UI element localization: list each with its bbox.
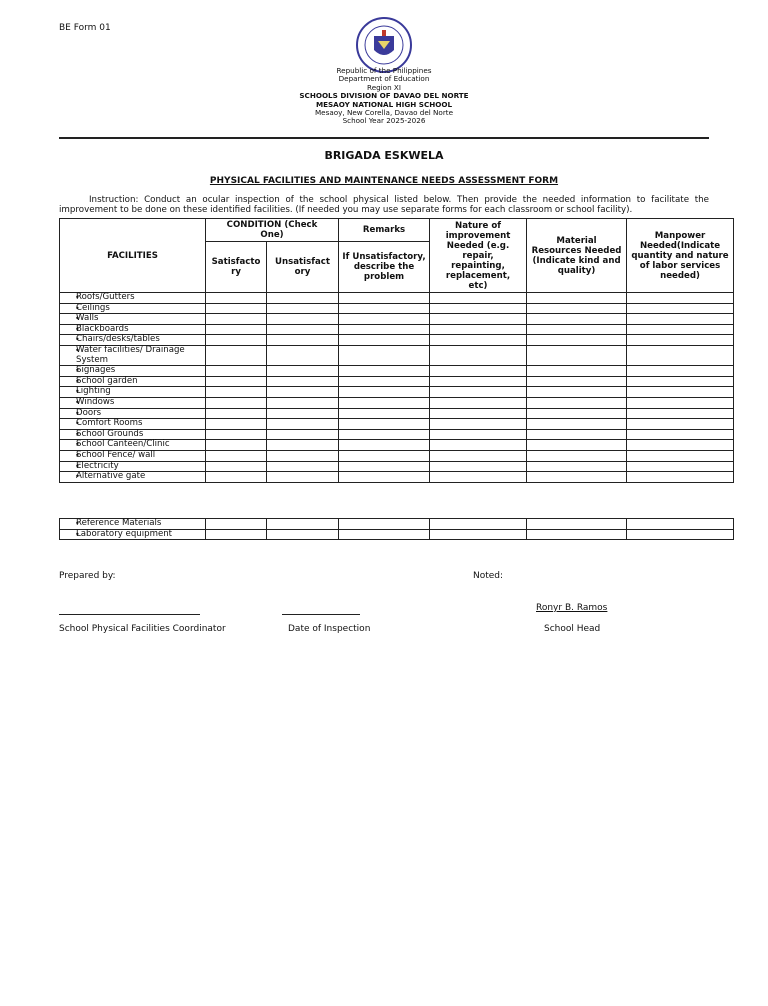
entry-cell[interactable]: [430, 419, 527, 430]
entry-cell[interactable]: [627, 314, 734, 325]
entry-cell[interactable]: [527, 366, 627, 377]
noted-label: Noted:: [473, 571, 504, 581]
entry-cell[interactable]: [627, 419, 734, 430]
entry-cell[interactable]: [527, 335, 627, 346]
school-head-role: School Head: [544, 624, 601, 634]
page-title: BRIGADA ESKWELA: [324, 149, 444, 162]
facility-item: [60, 397, 206, 408]
entry-cell[interactable]: [206, 519, 267, 530]
entry-cell[interactable]: [267, 408, 339, 419]
entry-cell[interactable]: [206, 429, 267, 440]
facility-label: • Lighting: [76, 386, 111, 397]
form-number: BE Form 01: [59, 23, 111, 33]
entry-cell[interactable]: [339, 397, 430, 408]
entry-cell[interactable]: [339, 314, 430, 325]
entry-cell[interactable]: [267, 387, 339, 398]
entry-cell[interactable]: [267, 376, 339, 387]
header-satisfactory: Satisfacto ry: [206, 242, 267, 293]
facility-item: [60, 429, 206, 440]
entry-cell[interactable]: [627, 519, 734, 530]
entry-cell[interactable]: [527, 314, 627, 325]
facility-item: [60, 519, 206, 530]
entry-cell[interactable]: [527, 324, 627, 335]
table-row: [60, 429, 734, 440]
facility-label: • Walls: [76, 313, 99, 324]
facility-item: [60, 293, 206, 304]
entry-cell[interactable]: [627, 461, 734, 472]
entry-cell[interactable]: [627, 472, 734, 483]
entry-cell[interactable]: [430, 335, 527, 346]
table-row: [60, 450, 734, 461]
entry-cell[interactable]: [339, 293, 430, 304]
entry-cell[interactable]: [267, 461, 339, 472]
coordinator-signature-line: [59, 614, 200, 615]
entry-cell[interactable]: [430, 303, 527, 314]
entry-cell[interactable]: [430, 387, 527, 398]
entry-cell[interactable]: [430, 519, 527, 530]
entry-cell[interactable]: [527, 408, 627, 419]
header-manpower: Manpower Needed(Indicate quantity and nature of labor services needed): [627, 219, 734, 293]
entry-cell[interactable]: [206, 397, 267, 408]
header-country: Republic of the Philippines: [336, 66, 432, 75]
date-of-inspection-label: Date of Inspection: [288, 624, 371, 634]
entry-cell[interactable]: [339, 376, 430, 387]
entry-cell[interactable]: [430, 324, 527, 335]
table-row: [60, 529, 734, 540]
entry-cell[interactable]: [267, 335, 339, 346]
entry-cell[interactable]: [339, 519, 430, 530]
header-unsatisfactory: Unsatisfact ory: [267, 242, 339, 293]
table-row: [60, 303, 734, 314]
header-nature: Nature of improvement Needed (e.g. repair, repainting, replacement, etc): [430, 219, 527, 293]
entry-cell[interactable]: [430, 314, 527, 325]
entry-cell[interactable]: [430, 529, 527, 540]
entry-cell[interactable]: [339, 335, 430, 346]
entry-cell[interactable]: [267, 303, 339, 314]
entry-cell[interactable]: [430, 293, 527, 304]
header-divider: [59, 137, 709, 139]
entry-cell[interactable]: [430, 429, 527, 440]
facility-label: • Laboratory equipment: [76, 528, 173, 539]
entry-cell[interactable]: [267, 529, 339, 540]
facility-label: • Roofs/Gutters: [76, 292, 135, 302]
materials-table: [59, 518, 734, 540]
facility-label: • Blackboards: [76, 323, 129, 334]
facility-label: • Ceilings: [76, 302, 110, 313]
facility-item: [60, 335, 206, 346]
entry-cell[interactable]: [430, 376, 527, 387]
entry-cell[interactable]: [206, 366, 267, 377]
entry-cell[interactable]: [627, 408, 734, 419]
facility-label: • Doors: [76, 407, 102, 418]
header-remarks-sub: If Unsatisfactory, describe the problem: [339, 242, 430, 293]
entry-cell[interactable]: [527, 293, 627, 304]
school-head-name: Ronyr B. Ramos: [536, 603, 608, 613]
entry-cell[interactable]: [627, 376, 734, 387]
entry-cell[interactable]: [527, 472, 627, 483]
entry-cell[interactable]: [339, 529, 430, 540]
facility-item: [60, 366, 206, 377]
entry-cell[interactable]: [627, 429, 734, 440]
facility-label: • Electricity: [76, 460, 119, 471]
entry-cell[interactable]: [339, 419, 430, 430]
table-row: [60, 335, 734, 346]
facility-item: [60, 450, 206, 461]
entry-cell[interactable]: [339, 429, 430, 440]
entry-cell[interactable]: [206, 387, 267, 398]
facility-label: • Alternative gate: [76, 471, 146, 482]
entry-cell[interactable]: [267, 324, 339, 335]
entry-cell[interactable]: [627, 450, 734, 461]
entry-cell[interactable]: [430, 440, 527, 451]
entry-cell[interactable]: [627, 397, 734, 408]
facility-label: • Comfort Rooms: [76, 418, 143, 429]
entry-cell[interactable]: [627, 529, 734, 540]
entry-cell[interactable]: [267, 450, 339, 461]
table-row: [60, 419, 734, 430]
facility-item: [60, 472, 206, 483]
entry-cell[interactable]: [206, 408, 267, 419]
entry-cell[interactable]: [627, 324, 734, 335]
entry-cell[interactable]: [339, 450, 430, 461]
entry-cell[interactable]: [527, 429, 627, 440]
entry-cell[interactable]: [267, 397, 339, 408]
entry-cell[interactable]: [206, 293, 267, 304]
entry-cell[interactable]: [430, 408, 527, 419]
entry-cell[interactable]: [206, 376, 267, 387]
facility-label: • Windows: [76, 396, 115, 407]
facility-label: • School Grounds: [76, 428, 144, 439]
entry-cell[interactable]: [267, 440, 339, 451]
date-signature-line: [282, 614, 360, 615]
facility-label: • Water facilities/ Drainage System: [76, 344, 185, 365]
entry-cell[interactable]: [339, 366, 430, 377]
entry-cell[interactable]: [627, 387, 734, 398]
entry-cell[interactable]: [206, 314, 267, 325]
facility-item: [60, 461, 206, 472]
coordinator-role: School Physical Facilities Coordinator: [59, 624, 226, 634]
entry-cell[interactable]: [430, 345, 527, 365]
facility-item: [60, 419, 206, 430]
table-row: [60, 461, 734, 472]
entry-cell[interactable]: [430, 472, 527, 483]
facility-item: [60, 529, 206, 540]
facility-item: [60, 440, 206, 451]
entry-cell[interactable]: [267, 472, 339, 483]
entry-cell[interactable]: [206, 419, 267, 430]
table-row: [60, 472, 734, 483]
entry-cell[interactable]: [267, 419, 339, 430]
header-facilities: FACILITIES: [60, 219, 206, 293]
header-school-year: School Year 2025-2026: [342, 116, 426, 126]
facility-label: • School Fence/ wall: [76, 449, 156, 460]
entry-cell[interactable]: [430, 366, 527, 377]
entry-cell[interactable]: [206, 472, 267, 483]
entry-cell[interactable]: [206, 324, 267, 335]
entry-cell[interactable]: [206, 440, 267, 451]
entry-cell[interactable]: [627, 335, 734, 346]
entry-cell[interactable]: [206, 303, 267, 314]
entry-cell[interactable]: [339, 461, 430, 472]
facility-item: [60, 314, 206, 325]
table-row: [60, 314, 734, 325]
entry-cell[interactable]: [527, 303, 627, 314]
entry-cell[interactable]: [339, 472, 430, 483]
entry-cell[interactable]: [627, 293, 734, 304]
facility-item: [60, 345, 206, 365]
entry-cell[interactable]: [627, 345, 734, 365]
facility-item: [60, 408, 206, 419]
table-row: [60, 519, 734, 530]
entry-cell[interactable]: [267, 345, 339, 365]
header-remarks: Remarks: [339, 219, 430, 242]
entry-cell[interactable]: [267, 293, 339, 304]
header-division: SCHOOLS DIVISION OF DAVAO DEL NORTE: [299, 91, 469, 101]
table-row: [60, 376, 734, 387]
entry-cell[interactable]: [339, 303, 430, 314]
entry-cell[interactable]: [527, 376, 627, 387]
entry-cell[interactable]: [339, 345, 430, 365]
header-block: [0, 67, 768, 126]
facility-label: • Reference Materials: [76, 518, 162, 528]
entry-cell[interactable]: [206, 335, 267, 346]
entry-cell[interactable]: [206, 461, 267, 472]
table-row: [60, 366, 734, 377]
entry-cell[interactable]: [267, 366, 339, 377]
facility-label: • School Canteen/Clinic: [76, 439, 170, 450]
table-row: [60, 293, 734, 304]
entry-cell[interactable]: [430, 450, 527, 461]
facility-label: • Signages: [76, 365, 116, 376]
entry-cell[interactable]: [206, 450, 267, 461]
entry-cell[interactable]: [627, 366, 734, 377]
prepared-by-label: Prepared by:: [59, 571, 116, 581]
facility-item: [60, 324, 206, 335]
entry-cell[interactable]: [339, 440, 430, 451]
entry-cell[interactable]: [206, 345, 267, 365]
entry-cell[interactable]: [527, 529, 627, 540]
entry-cell[interactable]: [527, 419, 627, 430]
entry-cell[interactable]: [339, 387, 430, 398]
facility-item: [60, 387, 206, 398]
facility-item: [60, 303, 206, 314]
entry-cell[interactable]: [527, 450, 627, 461]
table-row: [60, 387, 734, 398]
table-row: [60, 408, 734, 419]
entry-cell[interactable]: [527, 461, 627, 472]
table-row: [60, 345, 734, 365]
entry-cell[interactable]: [206, 529, 267, 540]
entry-cell[interactable]: [430, 461, 527, 472]
entry-cell[interactable]: [267, 429, 339, 440]
header-address: Mesaoy, New Corella, Davao del Norte: [314, 108, 454, 118]
facility-label: • Chairs/desks/tables: [76, 334, 160, 345]
form-subtitle: PHYSICAL FACILITIES AND MAINTENANCE NEEDS ASSESSMENT FORM: [209, 176, 559, 186]
entry-cell[interactable]: [627, 303, 734, 314]
header-department: Department of Education: [338, 74, 430, 84]
instruction-text: Instruction: Conduct an ocular inspection of the school physical listed below. Then provide the needed information to facilitate the improvement to be done on these identified facilities. (If needed you may use separate forms for each classroom or school facility).: [59, 195, 709, 215]
entry-cell[interactable]: [527, 345, 627, 365]
assessment-table: [59, 218, 734, 483]
entry-cell[interactable]: [267, 314, 339, 325]
header-condition: CONDITION (Check One): [206, 219, 339, 242]
entry-cell[interactable]: [267, 519, 339, 530]
entry-cell[interactable]: [627, 440, 734, 451]
header-region: Region XI: [367, 82, 401, 92]
table-row: [60, 397, 734, 408]
header-school: MESAOY NATIONAL HIGH SCHOOL: [315, 99, 453, 109]
entry-cell[interactable]: [339, 408, 430, 419]
header-material: Material Resources Needed (Indicate kind and quality): [527, 219, 627, 293]
entry-cell[interactable]: [527, 519, 627, 530]
table-row: [60, 440, 734, 451]
facility-item: [60, 376, 206, 387]
entry-cell[interactable]: [527, 387, 627, 398]
entry-cell[interactable]: [527, 397, 627, 408]
table-row: [60, 324, 734, 335]
entry-cell[interactable]: [527, 440, 627, 451]
entry-cell[interactable]: [430, 397, 527, 408]
facility-label: • School garden: [76, 375, 138, 386]
entry-cell[interactable]: [339, 324, 430, 335]
